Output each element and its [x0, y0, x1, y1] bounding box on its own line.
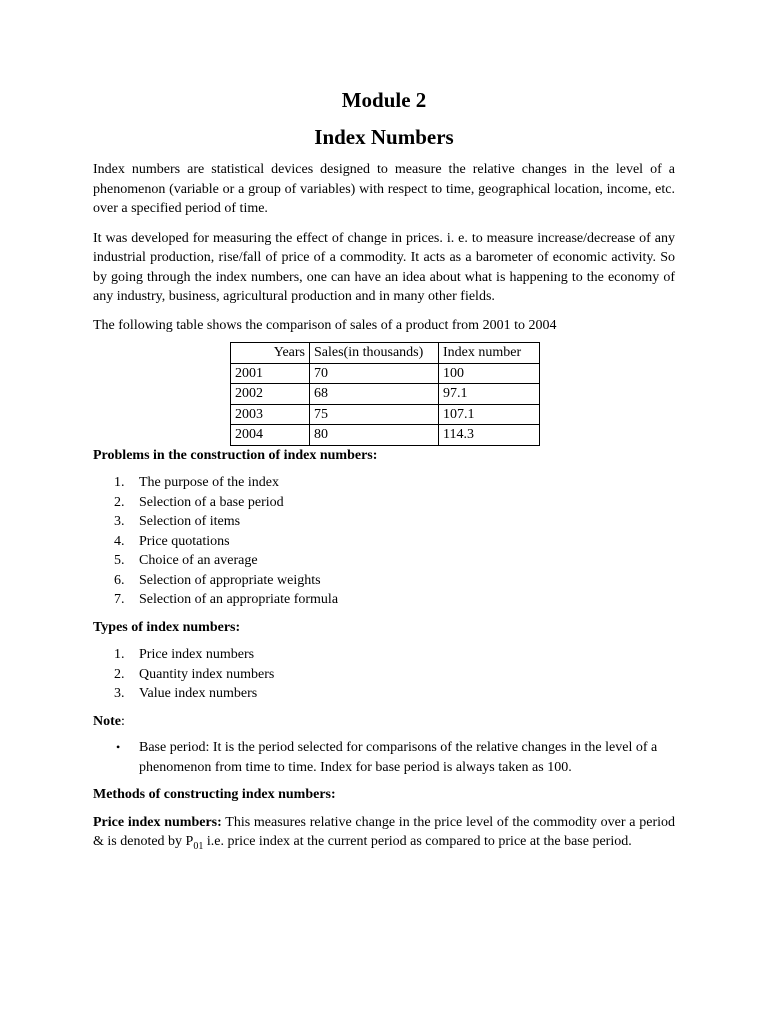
- intro-paragraph: Index numbers are statistical devices designed to measure the relative changes in the level of a phenomenon (variable or a group of variables) with respect to time, geographical location, income, etc. over a specified period of time.: [93, 162, 675, 216]
- problems-heading: Problems in the construction of index numbers:: [93, 447, 378, 463]
- table-cell: 114.3: [439, 425, 540, 446]
- list-item-text: The purpose of the index: [139, 475, 279, 490]
- price-index-text: This measures relative change in the price level of the commodity over a period & is denoted by P: [93, 814, 675, 849]
- list-item: 2. Quantity index numbers: [114, 666, 275, 682]
- table-cell: 80: [310, 425, 439, 446]
- table-row: [231, 363, 540, 384]
- list-item-text: Selection of appropriate weights: [139, 572, 321, 588]
- list-item: 2. Selection of a base period: [114, 494, 284, 510]
- topic-title: Index Numbers: [314, 125, 454, 149]
- bullet-icon: •: [116, 740, 121, 754]
- list-item: 1. The purpose of the index: [114, 475, 279, 490]
- list-item: 6. Selection of appropriate weights: [114, 572, 321, 588]
- table-intro-paragraph: The following table shows the comparison of sales of a product from 2001 to 2004: [93, 317, 557, 333]
- table-row: [231, 384, 540, 405]
- table-cell: 70: [310, 363, 439, 384]
- list-item: 3. Value index numbers: [114, 686, 258, 701]
- price-index-term: Price index numbers:: [93, 814, 222, 830]
- list-item: 4. Price quotations: [114, 533, 230, 549]
- types-heading: Types of index numbers:: [93, 619, 241, 635]
- list-item-text: Quantity index numbers: [139, 666, 275, 682]
- list-item: 7. Selection of an appropriate formula: [114, 592, 339, 607]
- table-header-cell: Index number: [439, 343, 540, 364]
- list-item: 3. Selection of items: [114, 514, 241, 529]
- list-item: 1. Price index numbers: [114, 647, 255, 662]
- list-item-text: Price quotations: [139, 533, 230, 549]
- table-header-row: [231, 343, 540, 364]
- list-item-text: Price index numbers: [139, 647, 255, 662]
- module-title: Module 2: [341, 88, 427, 112]
- table-row: [231, 425, 540, 446]
- list-item-text: Selection of a base period: [139, 494, 284, 510]
- note-label: Note: [93, 713, 121, 729]
- table-cell: 100: [439, 363, 540, 384]
- table-cell: 2001: [231, 363, 310, 384]
- note-list: [93, 738, 675, 777]
- table-cell: 2004: [231, 425, 310, 446]
- types-list: [93, 645, 675, 704]
- table-cell: 2003: [231, 404, 310, 425]
- methods-heading: Methods of constructing index numbers:: [93, 787, 336, 802]
- price-index-paragraph: [93, 813, 675, 852]
- table-cell: 75: [310, 404, 439, 425]
- table-header-cell: Years: [231, 343, 310, 364]
- table-cell: 107.1: [439, 404, 540, 425]
- price-index-subscript: 01: [193, 840, 204, 852]
- list-item: [93, 738, 675, 777]
- price-index-text-end: i.e. price index at the current period as compared to price at the base period.: [203, 834, 632, 849]
- table-cell: 97.1: [439, 384, 540, 405]
- note-suffix: :: [121, 713, 125, 729]
- note-line: [93, 712, 675, 732]
- problems-list: [93, 473, 675, 610]
- table-header-cell: Sales(in thousands): [310, 343, 439, 364]
- list-item: 5. Choice of an average: [114, 553, 258, 568]
- development-paragraph: It was developed for measuring the effect of change in prices. i. e. to measure increase/decrease of any industrial production, rise/fall of price of a commodity. It acts as a barometer of economic activity. So by going through the index numbers, one can have an idea about what is happening to the economy of any industry, business, agricultural production and in many other fields.: [93, 230, 675, 304]
- table-cell: 2002: [231, 384, 310, 405]
- note-bullet-text: Base period: It is the period selected for comparisons of the relative changes in the level of a phenomenon from time to time. Index for base period is always taken as 100.: [139, 740, 658, 775]
- list-item-text: Selection of items: [139, 514, 241, 529]
- table-row: [231, 404, 540, 425]
- list-item-text: Choice of an average: [139, 553, 258, 568]
- table-cell: 68: [310, 384, 439, 405]
- page-content: [93, 86, 675, 861]
- list-item-text: Value index numbers: [139, 686, 258, 701]
- list-item-text: Selection of an appropriate formula: [139, 592, 339, 607]
- sales-table: [230, 342, 540, 446]
